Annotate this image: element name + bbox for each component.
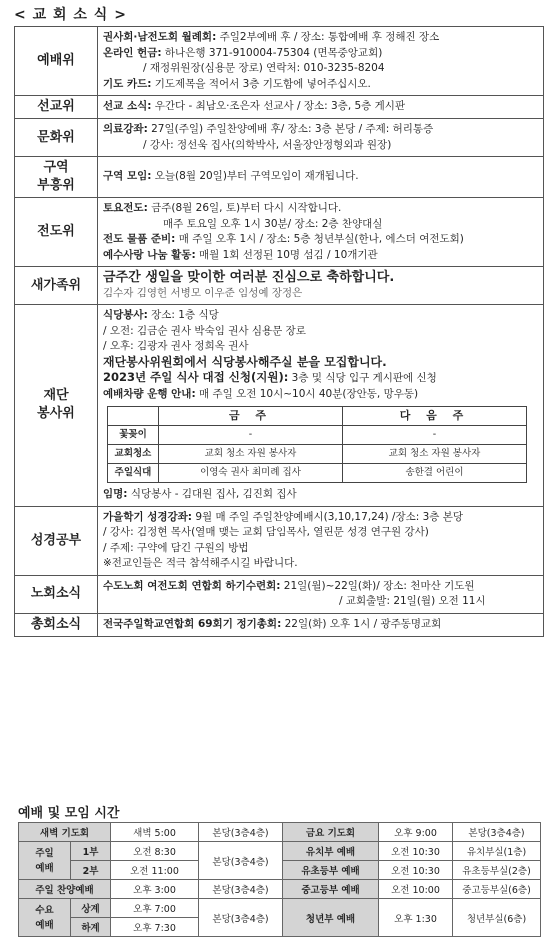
item-heading: 식당봉사: (103, 309, 148, 321)
section-content (98, 506, 544, 575)
schedule-time: 오후 9:00 (379, 823, 453, 842)
schedule-time: 오전 10:00 (379, 880, 453, 899)
item-text: 하나은행 371-910004-75304 (면목중앙교회) (161, 46, 383, 59)
schedule-label: 유치부 예배 (283, 842, 379, 861)
section-culture (15, 119, 544, 157)
item-text: 기도제목을 적어서 3층 기도함에 넣어주십시오. (151, 77, 371, 90)
schedule-place: 본당(3층4층) (199, 880, 283, 899)
section-content (98, 198, 544, 267)
table-cell: - (159, 426, 343, 445)
item-text: / 재정위원장(심용문 장로) 연락처: 010-3235-8204 (143, 62, 385, 74)
item-text: 우간다 - 최남오·조은자 선교사 / 장소: 3층, 5층 게시판 (151, 100, 406, 112)
item-text: 21일(월)~22일(화)/ 장소: 천마산 기도원 (280, 579, 475, 592)
item-text: / 교회출발: 21일(월) 오전 11시 (339, 595, 486, 607)
schedule-table (18, 822, 541, 937)
section-bible-study (15, 506, 544, 575)
item-text: 3층 및 식당 입구 게시판에 신청 (288, 372, 437, 384)
item-text: / 강사: 김정현 목사(열매 맺는 교회 담임목사, 열린문 성경 연구원 강사) (103, 526, 429, 538)
row-label: 꽃꽂이 (108, 426, 159, 445)
item-text: / 강사: 정선욱 집사(의학박사, 서울장안정형외과 원장) (143, 138, 392, 151)
table-cell: - (343, 426, 527, 445)
item-heading: 온라인 헌금: (103, 46, 162, 59)
schedule-place: 본당(3층4층) (199, 899, 283, 937)
row-label: 주일식대 (108, 464, 159, 483)
schedule-place: 중고등부실(6층) (453, 880, 541, 899)
row-label: 교회청소 (108, 445, 159, 464)
item-heading: 구역 모임: (103, 170, 152, 183)
item-text: 매주 토요일 오후 1시 30분/ 장소: 2층 찬양대실 (163, 217, 383, 230)
table-row (108, 464, 527, 483)
service-duty-table (107, 406, 527, 483)
item-text: / 오전: 김금순 권사 박숙임 권사 심용문 장로 (103, 324, 306, 337)
schedule-place: 유치부실(1층) (453, 842, 541, 861)
section-evangelism (15, 198, 544, 267)
item-text: 식당봉사 - 김대원 집사, 김진회 집사 (127, 488, 297, 500)
item-text: 27일(주일) 주일찬양예배 후/ 장소: 3층 본당 / 주제: 허리통증 (147, 123, 434, 135)
column-header: 다 음 주 (343, 407, 527, 426)
birthday-names: 김수자 김영헌 서병모 이우준 임성예 장정은 (103, 286, 303, 299)
schedule-time: 오후 7:30 (111, 918, 199, 937)
item-text: 매월 1회 선정된 10명 섬김 / 10개기관 (195, 248, 378, 261)
section-content (98, 613, 544, 636)
schedule-place: 본당(3층4층) (199, 823, 283, 842)
section-content (98, 267, 544, 305)
column-header: 금 주 (159, 407, 343, 426)
table-row (19, 899, 541, 918)
item-heading: 전도 물품 준비: (103, 233, 176, 245)
schedule-label: 주일 예배 (19, 842, 71, 880)
schedule-time: 오후 3:00 (111, 880, 199, 899)
section-mission (15, 96, 544, 119)
schedule-place: 유초등부실(2층) (453, 861, 541, 880)
schedule-title: 예배 및 모임 시간 (18, 806, 120, 821)
item-heading: 전국주일학교연합회 69회기 정기총회: (103, 617, 282, 630)
schedule-sublabel: 1부 (71, 842, 111, 861)
item-heading: 임명: (103, 488, 128, 500)
schedule-place: 청년부실(6층) (453, 899, 541, 937)
schedule-sublabel: 2부 (71, 861, 111, 880)
item-text: 주일2부예배 후 / 장소: 통합예배 후 정해진 장소 (216, 31, 440, 43)
schedule-label: 유초등부 예배 (283, 861, 379, 880)
schedule-time: 새벽 5:00 (111, 823, 199, 842)
item-text: 22일(화) 오후 1시 / 광주동명교회 (281, 617, 442, 630)
schedule-label: 금요 기도회 (283, 823, 379, 842)
category-label: 구역 부흥위 (15, 157, 98, 198)
page-title: < 교 회 소 식 > (14, 7, 127, 23)
schedule-time: 오전 11:00 (111, 861, 199, 880)
table-row (19, 880, 541, 899)
schedule-time: 오전 8:30 (111, 842, 199, 861)
table-cell: 교회 청소 자원 봉사자 (343, 445, 527, 464)
section-content (98, 119, 544, 157)
table-cell: 이영숙 권사 최미례 집사 (159, 464, 343, 483)
item-text: / 주제: 구약에 담긴 구원의 방법 (103, 541, 249, 554)
category-label: 전도위 (15, 198, 98, 267)
item-heading: 토요전도: (103, 202, 148, 214)
table-cell: 교회 청소 자원 봉사자 (159, 445, 343, 464)
item-text: 금주(8월 26일, 토)부터 다시 시작합니다. (147, 202, 342, 214)
item-heading: 권사회·남전도회 월례회: (103, 31, 217, 43)
recruit-notice: 재단봉사위원회에서 식당봉사해주실 분을 모집합니다. (103, 354, 387, 369)
birthday-headline: 금주간 생일을 맞이한 여러분 진심으로 축하합니다. (103, 270, 395, 285)
schedule-label: 중고등부 예배 (283, 880, 379, 899)
category-label: 선교위 (15, 96, 98, 119)
schedule-time: 오전 10:30 (379, 861, 453, 880)
schedule-label: 수요 예배 (19, 899, 71, 937)
section-content (98, 157, 544, 198)
section-worship (15, 27, 544, 96)
schedule-place: 본당(3층4층) (199, 842, 283, 880)
section-presbytery (15, 575, 544, 613)
schedule-sublabel: 상계 (71, 899, 111, 918)
section-content (98, 575, 544, 613)
item-heading: 의료강좌: (103, 123, 148, 135)
item-heading: 예수사랑 나눔 활동: (103, 248, 196, 261)
schedule-label: 새벽 기도회 (19, 823, 111, 842)
table-row (108, 445, 527, 464)
section-general-assembly (15, 613, 544, 636)
item-text: 장소: 1층 식당 (147, 309, 219, 321)
section-content (98, 27, 544, 96)
church-news-table (14, 26, 544, 637)
table-row (19, 842, 541, 861)
item-heading: 기도 카드: (103, 77, 152, 90)
item-text: / 오후: 김광자 권사 정희옥 권사 (103, 340, 249, 352)
category-label: 새가족위 (15, 267, 98, 305)
schedule-sublabel: 하계 (71, 918, 111, 937)
item-text: 매 주일 오전 10시~10시 40분(장안동, 망우동) (195, 387, 419, 400)
table-row (108, 426, 527, 445)
section-district (15, 157, 544, 198)
item-heading: 예배차량 운행 안내: (103, 387, 196, 400)
item-heading: 2023년 주일 식사 대접 신청(지원): (103, 370, 289, 384)
category-label: 문화위 (15, 119, 98, 157)
schedule-label: 주일 찬양예배 (19, 880, 111, 899)
schedule-time: 오후 7:00 (111, 899, 199, 918)
item-text: ※전교인들은 적극 참석해주시길 바랍니다. (103, 557, 298, 569)
table-corner (108, 407, 159, 426)
category-label: 예배위 (15, 27, 98, 96)
schedule-time: 오후 1:30 (379, 899, 453, 937)
schedule-label: 청년부 예배 (283, 899, 379, 937)
item-heading: 선교 소식: (103, 100, 152, 112)
category-label: 성경공부 (15, 506, 98, 575)
table-row (19, 823, 541, 842)
section-content (98, 96, 544, 119)
item-text: 9월 매 주일 주일찬양예배시(3,10,17,24) /장소: 3층 본당 (192, 510, 464, 523)
section-foundation-service (15, 305, 544, 507)
category-label: 재단 봉사위 (15, 305, 98, 507)
section-new-family (15, 267, 544, 305)
item-text: 매 주일 오후 1시 / 장소: 5층 청년부실(한나, 에스더 여전도회) (175, 233, 464, 245)
item-text: 오늘(8월 20일)부터 구역모임이 재개됩니다. (151, 170, 359, 183)
schedule-time: 오전 10:30 (379, 842, 453, 861)
category-label: 노회소식 (15, 575, 98, 613)
category-label: 총회소식 (15, 613, 98, 636)
item-heading: 가을학기 성경강좌: (103, 510, 192, 523)
table-cell: 송한결 어린이 (343, 464, 527, 483)
section-content (98, 305, 544, 507)
schedule-place: 본당(3층4층) (453, 823, 541, 842)
item-heading: 수도노회 여전도회 연합회 하기수련회: (103, 579, 281, 592)
table-header-row (108, 407, 527, 426)
